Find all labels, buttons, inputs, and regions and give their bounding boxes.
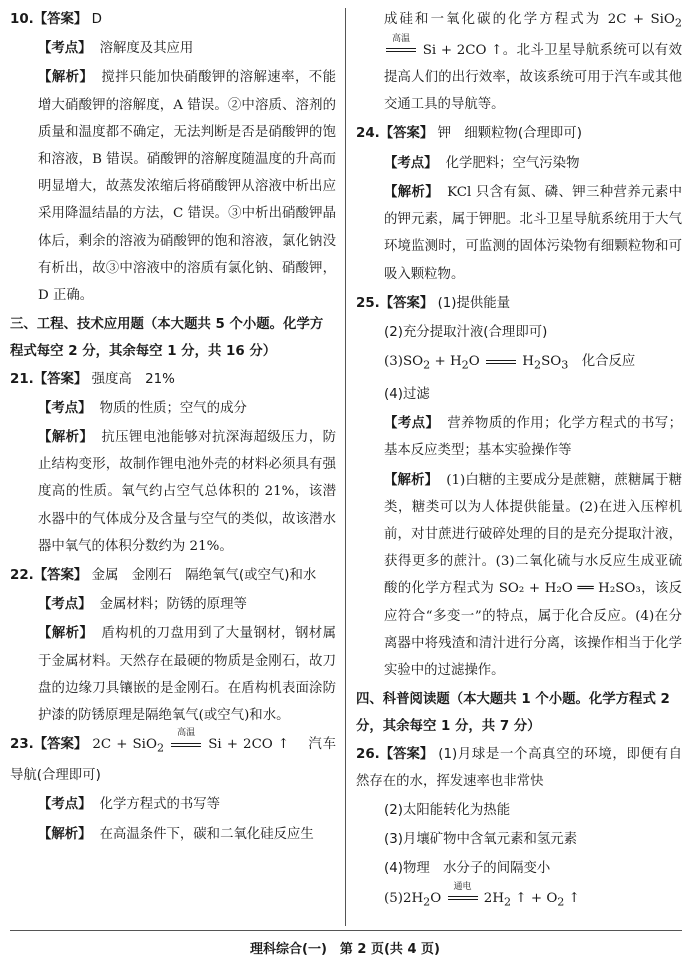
q25-analysis: 【解析】 (1)白糖的主要成分是蔗糖，蔗糖属于糖类，糖类可以为人体提供能量。(2)在进入压榨机前，对甘蔗进行破碎处理的目的是充分提取汁液，获得更多的蔗汁。(3)二氧化硫与水反应生成亚硫酸的化学方程式为 SO₂ + H₂O ══ H₂SO₃，该反应符合“多变一”的特点，属于化合反应。(4)在分离器中将残渣和清汁进行分离，该操作相当于化学实验中的过滤操作。	[384, 472, 683, 679]
footer-rule	[10, 930, 682, 931]
q25-answer-2: (2)充分提取汁液(合理即可)	[384, 324, 548, 340]
q26-answer-2: (2)太阳能转化为热能	[384, 803, 511, 819]
reaction-condition: 高温	[169, 731, 203, 758]
q24-analysis: 【解析】 KCl 只含有氮、磷、钾三种营养元素中的钾元素，属于钾肥。北斗卫星导航系统用于大气环境监测时，可监测的固体污染物有细颗粒物和可吸入颗粒物。	[384, 184, 683, 282]
column-divider	[345, 8, 346, 926]
reaction-condition: 通电	[446, 885, 480, 912]
q22-keypoint: 【考点】 金属材料；防锈的原理等	[38, 597, 247, 613]
q23-keypoint: 【考点】 化学方程式的书写等	[38, 797, 221, 813]
section-4-heading: 四、科普阅读题（本大题共 1 个小题。化学方程式 2 分，其余每空 1 分，共 7 分）	[356, 692, 670, 735]
q21-keypoint: 【考点】 物质的性质；空气的成分	[38, 400, 247, 416]
q24-answer: 24.【答案】 钾 细颗粒物(合理即可)	[356, 126, 582, 142]
q25-answer-4: (4)过滤	[384, 386, 430, 402]
q23-analysis: 【解析】 在高温条件下，碳和二氧化硅反应生	[38, 826, 314, 842]
section-3-heading: 三、工程、技术应用题（本大题共 5 个小题。化学方程式每空 2 分，其余每空 1 分，共 16 分）	[10, 317, 324, 360]
q22-analysis: 【解析】 盾构机的刀盘用到了大量钢材，钢材属于金属材料。天然存在最硬的物质是金刚石，故刀盘的边缘刀具镶嵌的是金刚石。在盾构机表面涂防护漆的防锈原理是隔绝氧气(或空气)和水。	[38, 626, 337, 724]
q25-keypoint: 【考点】 营养物质的作用；化学方程式的书写；基本反应类型；基本实验操作等	[384, 416, 683, 459]
q26-answer-5: $(5)2H_2O$ 通电 $2H_2$ ↑ + $O_2$ ↑	[356, 885, 682, 916]
q25-answer-3: $(3)SO_2 + H_2O$ $H_2SO_3$ 化合反应	[356, 348, 682, 379]
q21-answer: 21.【答案】 强度高 21%	[10, 371, 175, 387]
q24-keypoint: 【考点】 化学肥料；空气污染物	[384, 155, 580, 171]
right-column	[356, 6, 682, 918]
q26-answer: 26.【答案】 (1)月球是一个高真空的环境，即便有自然存在的水，挥发速率也非常快	[356, 746, 682, 789]
q10-analysis: 【解析】 搅拌只能加快硝酸钾的溶解速率，不能增大硝酸钾的溶解度，A 错误。②中溶质、溶剂的质量和温度都不确定，无法判断是否是硝酸钾的饱和溶液，B 错误。硝酸钾的溶解度随温度的升高而明显增大，故蒸发浓缩后将硝酸钾从溶液中析出应采用降温结晶的方法，C 错误。③中析出硝酸钾晶体后，剩余的溶液为硝酸钾的饱和溶液，氯化钠没有析出，故③中溶液中的溶质有氯化钠、硝酸钾，D 正确。	[38, 70, 337, 304]
q26-answer-3: (3)月壤矿物中含氧元素和氢元素	[384, 832, 578, 848]
q23-equation: 2C + SiO$_2$ 高温 Si + 2CO ↑	[92, 737, 294, 752]
q10-answer: 10.【答案】 D	[10, 12, 102, 27]
q25-answer: 25.【答案】 (1)提供能量	[356, 295, 511, 311]
equals-sign	[484, 348, 518, 375]
q26-answer-4: (4)物理 水分子的间隔变小	[384, 861, 551, 877]
q22-answer: 22.【答案】 金属 金刚石 隔绝氧气(或空气)和水	[10, 568, 317, 584]
reaction-condition: 高温	[384, 37, 418, 64]
q23-answer: 23.【答案】 2C + SiO$_2$ 高温 Si + 2CO ↑ 汽车导航(合理即可)	[10, 728, 336, 784]
q10-keypoint: 【考点】 溶解度及其应用	[38, 41, 194, 57]
q21-analysis: 【解析】 抗压锂电池能够对抗深海超级压力，防止结构变形，故制作锂电池外壳的材料必须具有强度高的性质。氧气约占空气总体积的 21%，该潜水器中的气体成分及含量与空气的类似，故该潜水器中氧气的体积分数约为 21%。	[38, 430, 337, 554]
page-footer: 理科综合(一) 第 2 页(共 4 页)	[250, 942, 440, 957]
q23-analysis-continued: 成硅和一氧化碳的化学方程式为 2C + SiO$_2$ 高温 Si + 2CO ↑。北斗卫星导航系统可以有效提高人们的出行效率，故该系统可用于汽车或其他交通工具的导航等。	[384, 12, 682, 113]
left-column	[10, 6, 336, 850]
